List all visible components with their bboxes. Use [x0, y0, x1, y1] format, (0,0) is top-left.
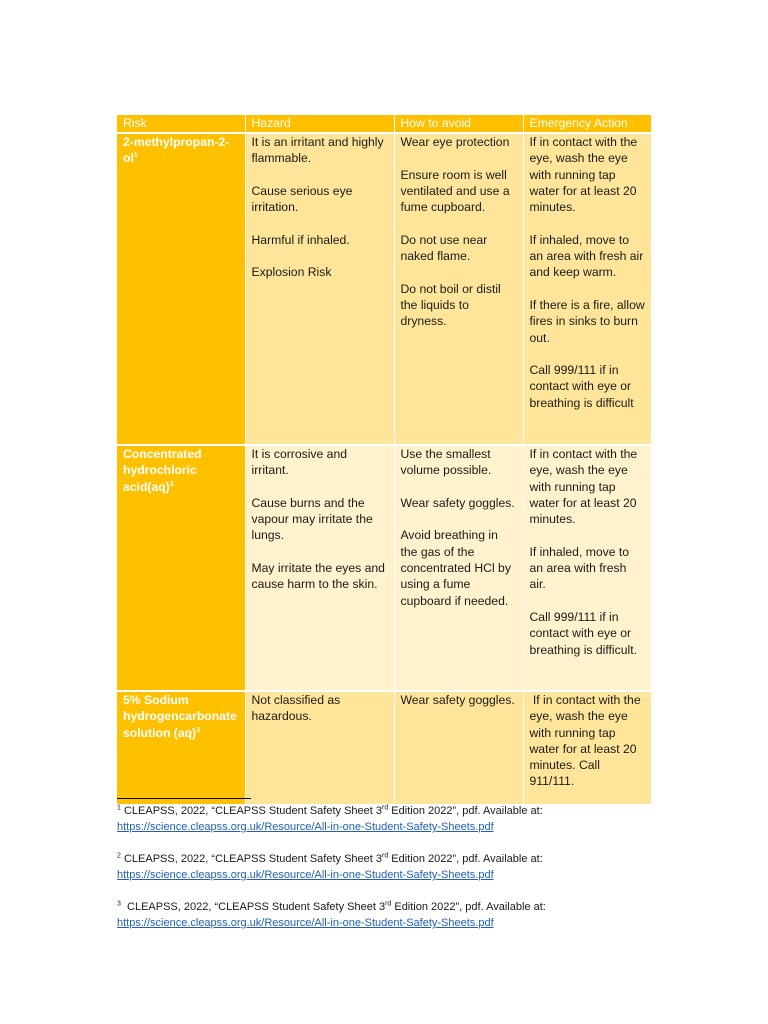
avoid-line: Do not use near naked flame.: [400, 232, 488, 264]
footnote-ref: 1: [133, 152, 138, 160]
hazard-line: May irritate the eyes and cause harm to the skin.: [251, 561, 385, 592]
hazard-cell: [245, 691, 394, 805]
hazard-cell: [245, 445, 394, 691]
emergency-cell: [523, 133, 651, 445]
emergency-line: If there is a fire, allow fires in sinks to burn out.: [529, 297, 645, 345]
avoid-line: Wear eye protection: [400, 135, 510, 149]
emergency-line: If in contact with the eye, wash the eye with running tap water for at least 20 minutes. Call 911/111.: [529, 693, 644, 789]
footnote-text: Edition 2022”, pdf. Available at:: [388, 853, 543, 865]
footnote-separator: [117, 798, 251, 799]
footnote-link[interactable]: https://science.cleapss.org.uk/Resource/All-in-one-Student-Safety-Sheets.pdf: [117, 821, 494, 833]
footnote-superscript: rd: [382, 804, 389, 812]
footnote-number: 1: [117, 804, 121, 812]
hazard-line: Not classified as hazardous.: [251, 693, 341, 724]
footnote-text: CLEAPSS, 2022, “CLEAPSS Student Safety Sheet 3: [120, 901, 386, 913]
header-risk: Risk: [117, 115, 245, 133]
risk-name: 5% Sodium hydrogencarbonate solution (aq): [123, 693, 237, 740]
risk-assessment-table: [117, 115, 651, 806]
emergency-line: If inhaled, move to an area with fresh air.: [529, 544, 630, 592]
footnote-link[interactable]: https://science.cleapss.org.uk/Resource/All-in-one-Student-Safety-Sheets.pdf: [117, 869, 494, 881]
footnote-superscript: rd: [385, 900, 392, 908]
risk-name: 2-methylpropan-2-ol: [123, 135, 230, 166]
footnote-text: CLEAPSS, 2022, “CLEAPSS Student Safety Sheet 3: [120, 853, 383, 865]
avoid-cell: [394, 691, 523, 805]
table-header-row: [117, 115, 651, 133]
footnotes: [117, 803, 677, 947]
risk-name: Concentrated hydrochloric acid(aq): [123, 447, 202, 494]
footnote-superscript: rd: [382, 852, 389, 860]
footnote-text: CLEAPSS, 2022, “CLEAPSS Student Safety Sheet 3: [120, 805, 383, 817]
header-how-to-avoid: How to avoid: [394, 115, 523, 133]
footnote: [117, 899, 677, 931]
risk-cell: [117, 691, 245, 805]
hazard-cell: [245, 133, 394, 445]
hazard-line: Harmful if inhaled.: [251, 232, 350, 247]
footnote-number: 3: [117, 900, 121, 908]
emergency-line: If in contact with the eye, wash the eye with running tap water for at least 20 minutes.: [529, 447, 638, 527]
table-row: [117, 133, 651, 445]
emergency-line: If in contact with the eye, wash the eye with running tap water for at least 20 minutes.: [529, 135, 638, 215]
avoid-line: Ensure room is well ventilated and use a fume cupboard.: [400, 167, 510, 215]
risk-cell: [117, 445, 245, 691]
footnote-ref: 2: [169, 480, 174, 488]
footnote: [117, 803, 677, 835]
header-emergency-action: Emergency Action: [523, 115, 651, 133]
emergency-line: If inhaled, move to an area with fresh air and keep warm.: [529, 232, 644, 280]
hazard-line: It is an irritant and highly flammable.: [251, 135, 384, 166]
avoid-line: Avoid breathing in the gas of the concentrated HCl by using a fume cupboard if needed.: [400, 528, 511, 608]
emergency-line: Call 999/111 if in contact with eye or breathing is difficult.: [529, 609, 637, 657]
avoid-line: Wear safety goggles.: [400, 693, 515, 707]
hazard-line: It is corrosive and irritant.: [251, 447, 348, 478]
header-hazard: Hazard: [245, 115, 394, 133]
table-row: [117, 445, 651, 691]
footnote-text: Edition 2022”, pdf. Available at:: [388, 805, 543, 817]
avoid-line: Do not boil or distil the liquids to dryness.: [400, 281, 501, 329]
footnote: [117, 851, 677, 883]
table-row: [117, 691, 651, 805]
hazard-line: Explosion Risk: [251, 265, 332, 280]
emergency-cell: [523, 691, 651, 805]
avoid-line: Wear safety goggles.: [400, 495, 515, 510]
footnote-text: Edition 2022”, pdf. Available at:: [391, 901, 546, 913]
hazard-line: Cause serious eye irritation.: [251, 183, 353, 215]
avoid-cell: [394, 133, 523, 445]
avoid-cell: [394, 445, 523, 691]
risk-cell: [117, 133, 245, 445]
emergency-cell: [523, 445, 651, 691]
avoid-line: Use the smallest volume possible.: [400, 447, 492, 478]
footnote-ref: 3: [196, 726, 201, 734]
footnote-link[interactable]: https://science.cleapss.org.uk/Resource/All-in-one-Student-Safety-Sheets.pdf: [117, 917, 494, 929]
hazard-line: Cause burns and the vapour may irritate the lungs.: [251, 495, 373, 543]
footnote-number: 2: [117, 852, 121, 860]
emergency-line: Call 999/111 if in contact with eye or breathing is difficult: [529, 363, 634, 410]
